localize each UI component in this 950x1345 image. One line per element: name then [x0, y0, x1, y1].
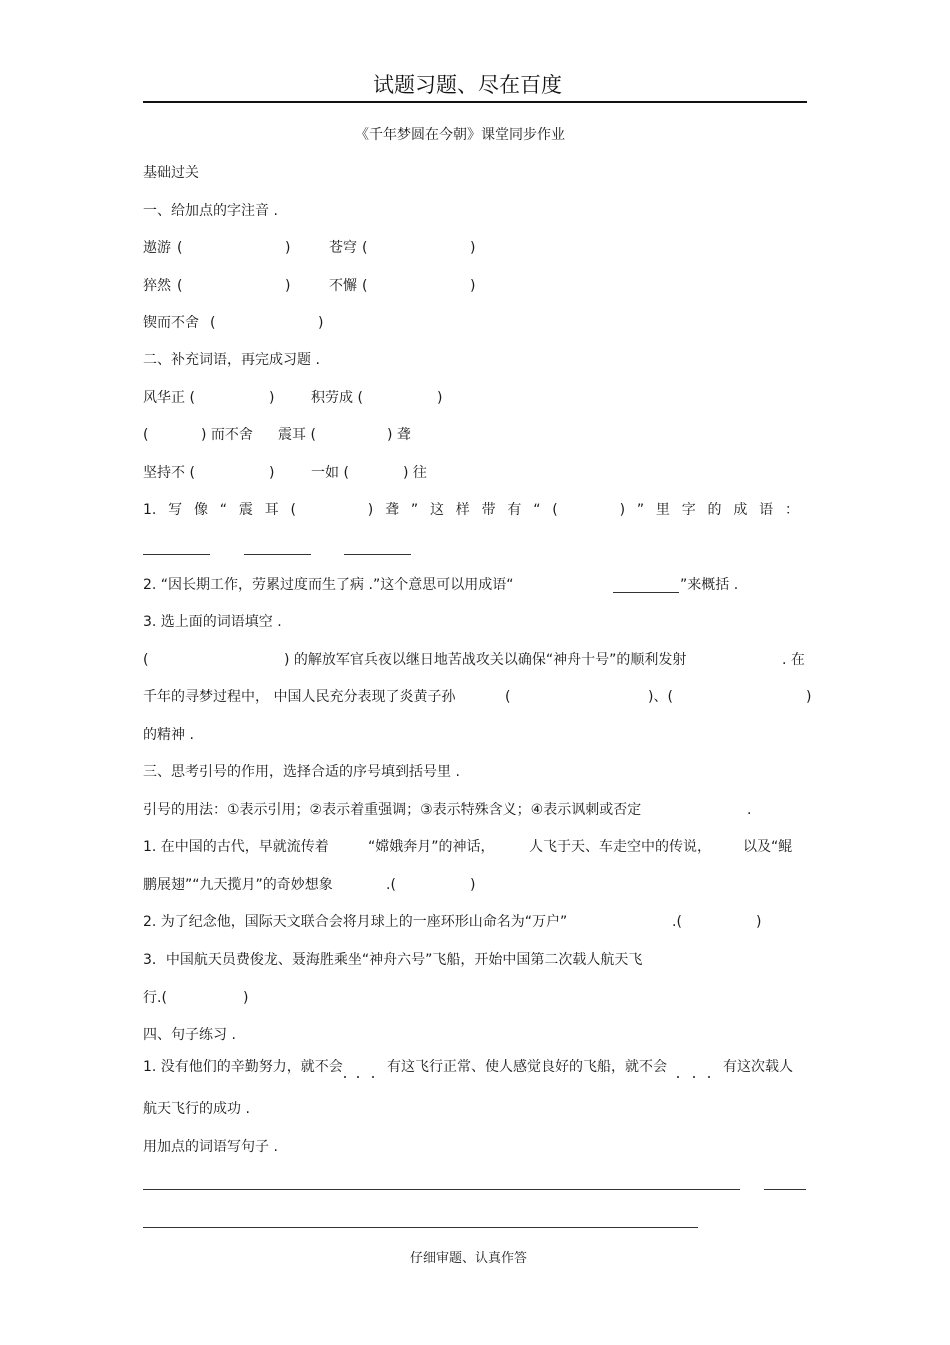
- section3-heading: 三、思考引号的作用，选择合适的序号填到括号里 .: [143, 764, 460, 780]
- pinyin-item-close: ): [470, 278, 476, 294]
- pinyin-item-word: 苍穹: [329, 240, 357, 256]
- section1-heading: 一、给加点的字注音 .: [143, 203, 278, 219]
- question-char: 像: [193, 502, 208, 518]
- pinyin-item-open: (: [362, 278, 368, 294]
- answer-paren-close: ): [243, 990, 249, 1006]
- question-char: ”: [410, 502, 419, 518]
- section3-question-1-part: 以及“鲲: [743, 839, 793, 855]
- section2-question-3: 3. 选上面的词语填空 .: [143, 614, 282, 630]
- fill-sentence-1: ) 的解放军官兵夜以继日地苦战攻关以确保“神舟十号”的顺利发射: [284, 652, 687, 668]
- pinyin-item-close: ): [318, 315, 324, 331]
- section4-question-1-part: 有这飞行正常、使人感觉良好的飞船，就不会: [387, 1059, 667, 1075]
- question-char: “: [219, 502, 228, 518]
- pinyin-item-word: 不懈: [329, 278, 357, 294]
- idiom-blank-label: ) 往: [403, 465, 427, 481]
- question-char: 样: [455, 502, 470, 518]
- quote-usage-list: 引号的用法：①表示引用；②表示着重强调；③表示特殊含义；④表示讽刺或否定: [143, 802, 642, 818]
- section3-question-1: 1. 在中国的古代，早就流传着: [143, 839, 329, 855]
- answer-blank-line[interactable]: [344, 554, 411, 555]
- question-char: 有: [507, 502, 522, 518]
- section4-question-1: 1. 没有他们的辛勤努力，就不会: [143, 1059, 343, 1075]
- pinyin-item-open: (: [177, 278, 183, 294]
- fill-sentence-3: 的精神 .: [143, 727, 194, 743]
- fill-paren-open: (: [143, 652, 149, 668]
- pinyin-item-open: (: [177, 240, 183, 256]
- idiom-blank-close: ): [269, 465, 275, 481]
- answer-paren-close: ): [756, 914, 762, 930]
- question-char: 语: [759, 502, 774, 518]
- answer-blank-line[interactable]: [143, 554, 210, 555]
- pinyin-item-word: 遨游: [143, 240, 171, 256]
- fill-sentence-2: 千年的寻梦过程中， 中国人民充分表现了炎黄子孙: [143, 689, 456, 705]
- fill-paren-close: ): [806, 689, 812, 705]
- question-char: 聋: [385, 502, 400, 518]
- pinyin-item-close: ): [470, 240, 476, 256]
- emphasis-dot: [357, 1076, 359, 1078]
- question-char: ): [367, 502, 374, 518]
- section4-question-1-part: 有这次载人: [723, 1059, 793, 1075]
- pinyin-item-close: ): [285, 240, 291, 256]
- emphasis-dot: [693, 1076, 695, 1078]
- idiom-blank-close: ): [437, 390, 443, 406]
- section3-question-2: 2. 为了纪念他，国际天文联合会将月球上的一座环形山命名为“万户”: [143, 914, 568, 930]
- idiom-blank-close: ): [269, 390, 275, 406]
- pinyin-item-open: (: [362, 240, 368, 256]
- answer-blank-line[interactable]: [613, 592, 679, 593]
- question-char: 的: [707, 502, 722, 518]
- question-char: (: [552, 502, 558, 518]
- question-char: 耳: [264, 502, 279, 518]
- idiom-blank-label: ) 聋: [387, 427, 411, 443]
- question-char: 1.: [143, 502, 157, 518]
- fill-paren-separator: )、(: [648, 689, 673, 705]
- idiom-blank-label: 坚持不 (: [143, 465, 195, 481]
- section4-question-1-line2: 航天飞行的成功 .: [143, 1101, 250, 1117]
- footer-text: 仔细审题、认真作答: [409, 1251, 527, 1266]
- writing-line[interactable]: [764, 1189, 806, 1190]
- question-char: 这: [429, 502, 444, 518]
- section2-question-2: 2. “因长期工作，劳累过度而生了病 .”这个意思可以用成语“: [143, 577, 514, 593]
- question-char: 写: [168, 502, 183, 518]
- document-title: 《千年梦圆在今朝》课堂同步作业: [355, 127, 565, 143]
- question-char: 带: [481, 502, 496, 518]
- writing-line[interactable]: [143, 1227, 698, 1228]
- section3-question-3: 3．中国航天员费俊龙、聂海胜乘坐“神舟六号”飞船，开始中国第二次载人航天飞: [143, 952, 643, 968]
- fill-paren-open: (: [505, 689, 511, 705]
- header-title: 试题习题、尽在百度: [373, 73, 562, 97]
- question-char: (: [290, 502, 296, 518]
- header-rule: [143, 101, 807, 103]
- idiom-blank-label: 震耳 (: [278, 427, 316, 443]
- emphasis-dot: [372, 1076, 374, 1078]
- idiom-blank-label: ) 而不舍: [201, 427, 253, 443]
- pinyin-item-word: 锲而不舍: [143, 315, 199, 331]
- answer-paren-open: .(: [386, 877, 396, 893]
- section2-heading: 二、补充词语，再完成习题 .: [143, 352, 320, 368]
- question-char: “: [533, 502, 541, 518]
- section2-question-2-end: ”来概括 .: [680, 577, 739, 593]
- emphasis-dot: [677, 1076, 679, 1078]
- section3-question-1-line2: 鹏展翅”“九天揽月”的奇妙想象: [143, 877, 333, 893]
- pinyin-item-close: ): [285, 278, 291, 294]
- quote-usage-end: .: [747, 802, 752, 818]
- fill-sentence-1-end: . 在: [782, 652, 805, 668]
- section3-question-1-part: “嫦娥奔月”的神话，: [368, 839, 495, 855]
- question-char: 成: [733, 502, 748, 518]
- idiom-blank-label: 一如 (: [311, 465, 349, 481]
- question-char: ): [619, 502, 626, 518]
- question-char: 震: [238, 502, 253, 518]
- question-char: 字: [681, 502, 696, 518]
- answer-paren-close: ): [470, 877, 476, 893]
- idiom-blank-label: 积劳成 (: [311, 390, 363, 406]
- emphasis-dot: [708, 1076, 710, 1078]
- idiom-blank-label: 风华正 (: [143, 390, 195, 406]
- section-basic-heading: 基础过关: [143, 165, 199, 181]
- answer-paren-open: .(: [672, 914, 682, 930]
- section2-question-1: [143, 501, 799, 519]
- question-char: ”: [636, 502, 645, 518]
- question-char: ：: [784, 502, 799, 518]
- question-char: 里: [655, 502, 670, 518]
- pinyin-item-word: 猝然: [143, 278, 171, 294]
- section4-instruction: 用加点的词语写句子 .: [143, 1139, 278, 1155]
- section3-question-3-line2: 行.(: [143, 990, 167, 1006]
- answer-blank-line[interactable]: [244, 554, 311, 555]
- pinyin-item-open: (: [210, 315, 216, 331]
- section3-question-1-part: 人飞于天、车走空中的传说，: [529, 839, 711, 855]
- emphasis-dot: [344, 1076, 346, 1078]
- idiom-blank-open: (: [143, 427, 149, 443]
- writing-line[interactable]: [143, 1189, 740, 1190]
- section4-heading: 四、句子练习 .: [143, 1027, 236, 1043]
